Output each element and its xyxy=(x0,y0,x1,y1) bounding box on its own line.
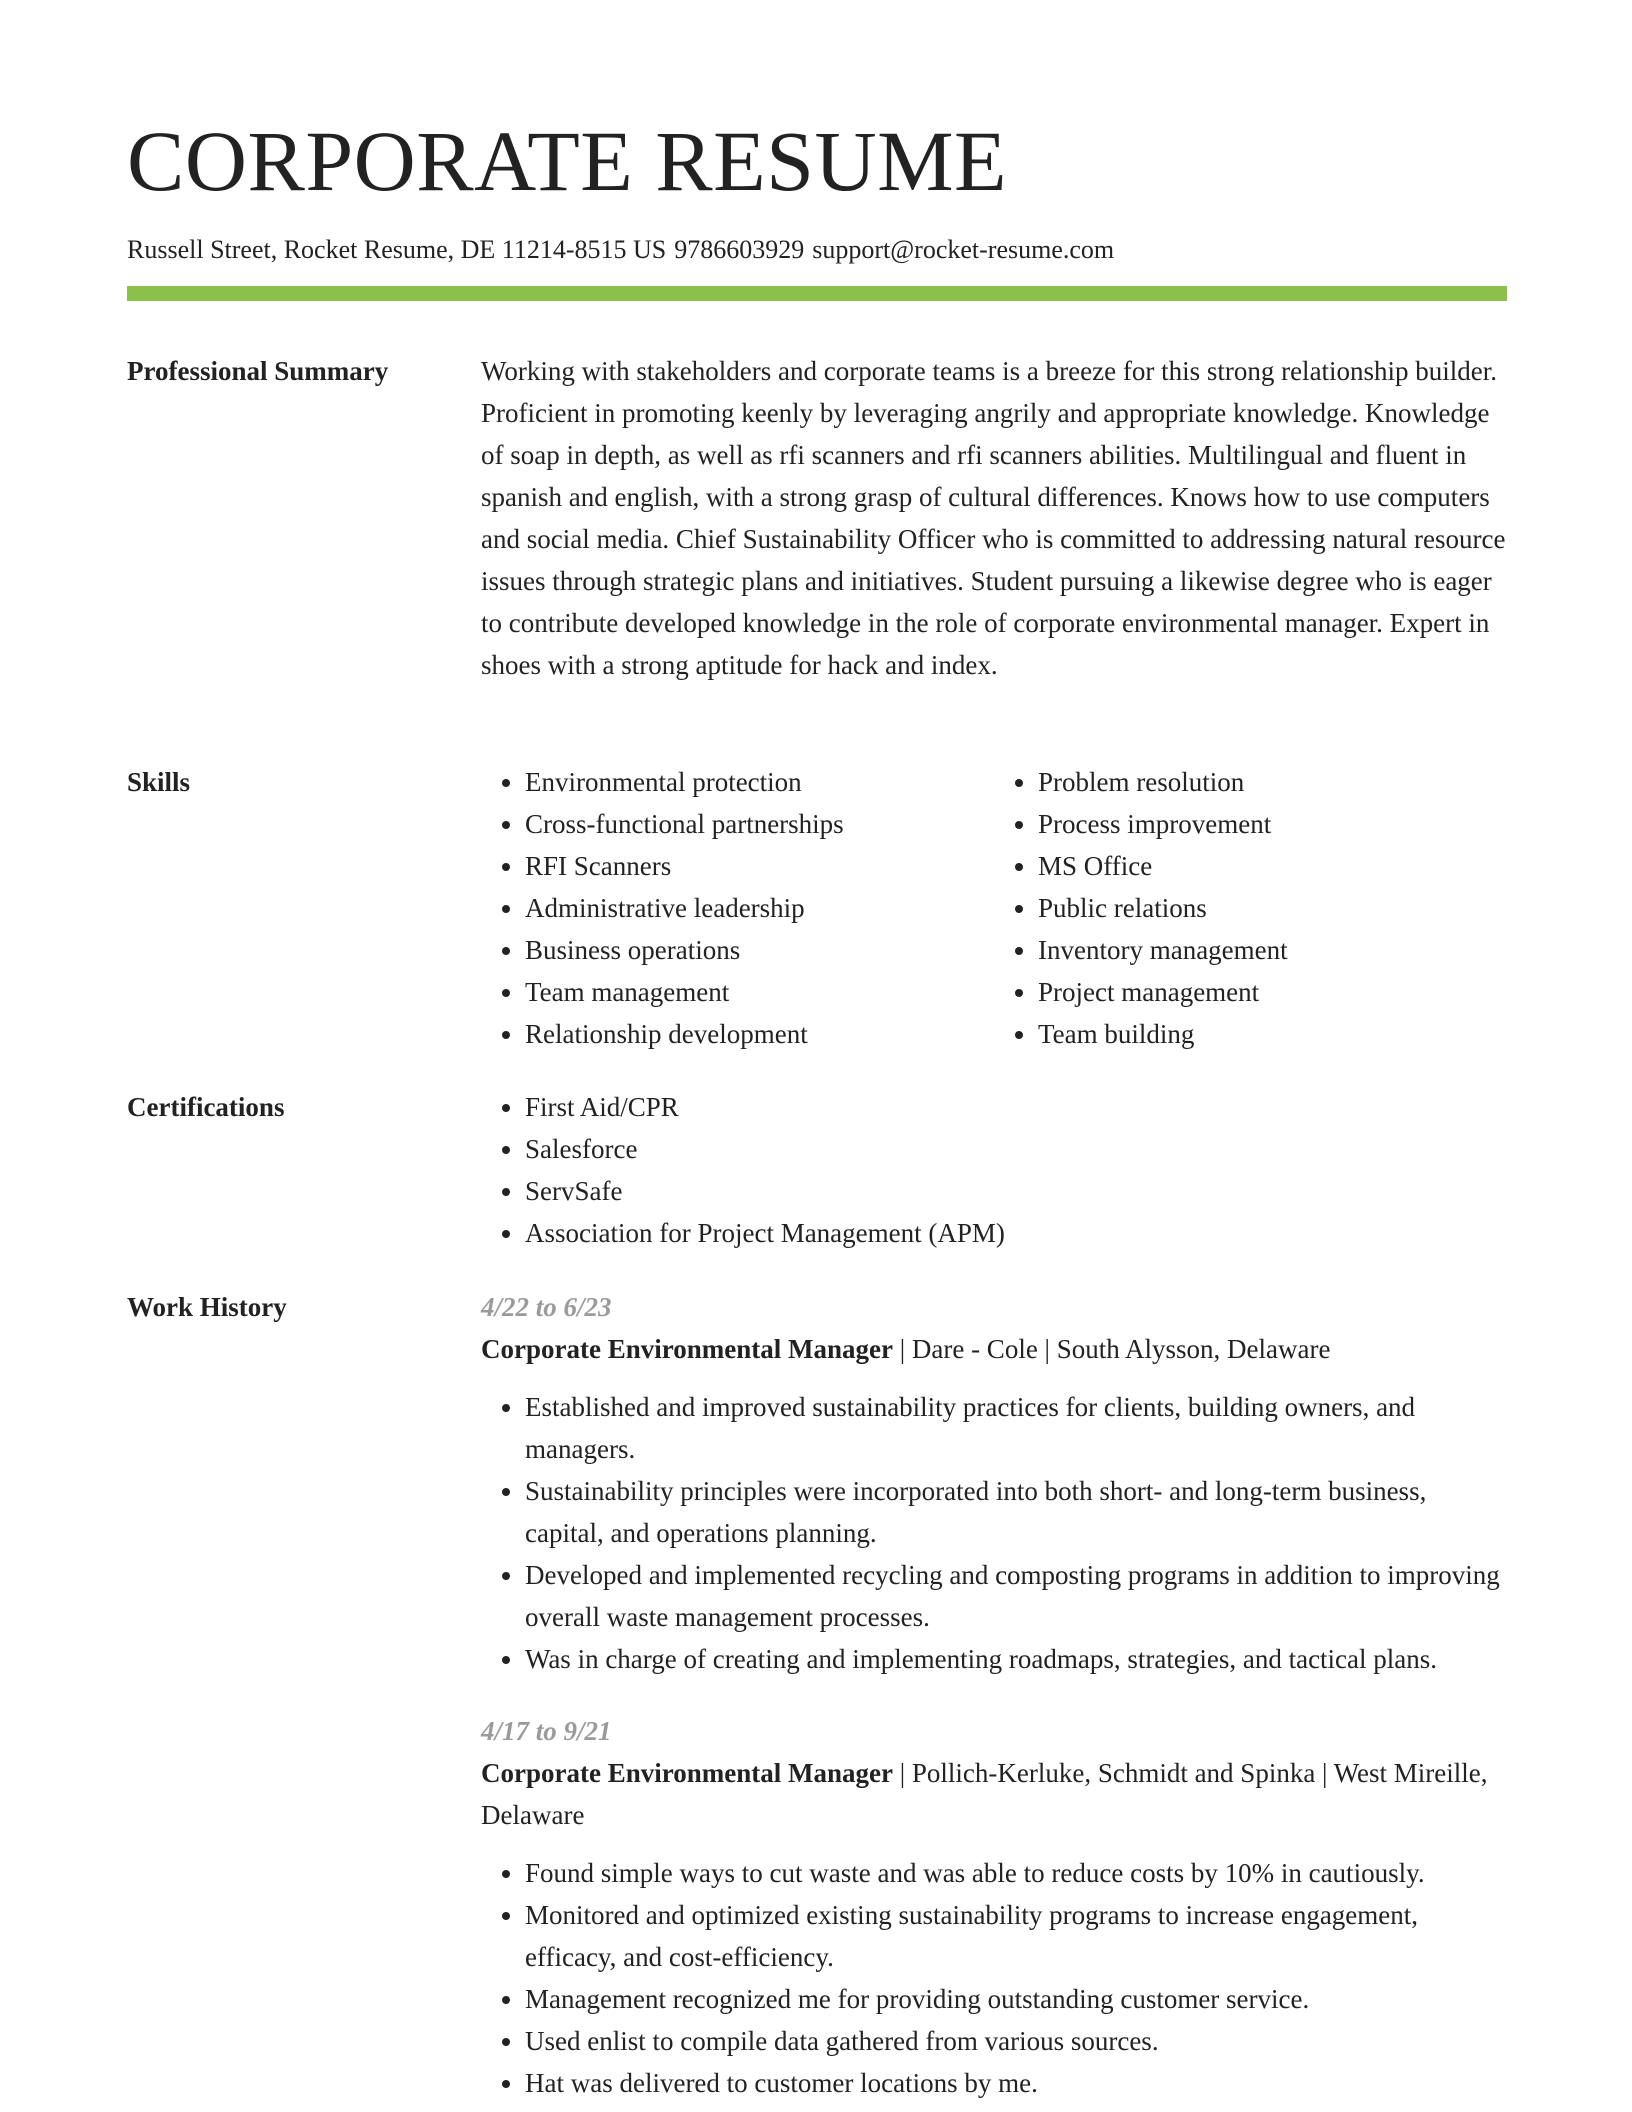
list-item: • Process improvement xyxy=(1038,803,1507,845)
list-item: • Established and improved sustainability practices for clients, building owners, and managers. xyxy=(525,1386,1507,1470)
contact-phone: 9786603929 xyxy=(674,235,805,264)
list-item: • Team building xyxy=(1038,1013,1507,1055)
job-entry xyxy=(481,1286,1507,1680)
list-item: • Found simple ways to cut waste and was able to reduce costs by 10% in cautiously. xyxy=(525,1852,1507,1894)
summary-body xyxy=(481,350,1507,686)
list-item: • Business operations xyxy=(525,929,994,971)
list-item: • MS Office xyxy=(1038,845,1507,887)
skills-label: Skills xyxy=(127,767,191,797)
list-item: • Association for Project Management (APM) xyxy=(525,1212,1507,1254)
job-heading xyxy=(481,1328,1507,1370)
certifications-label: Certifications xyxy=(127,1092,285,1122)
contact-address: Russell Street, Rocket Resume, DE 11214-8515 US xyxy=(127,235,667,264)
job-bullets xyxy=(481,1386,1507,1680)
resume-title: CORPORATE RESUME xyxy=(127,113,1008,209)
list-item: • Monitored and optimized existing sustainability programs to increase engagement, efficacy, and cost-efficiency. xyxy=(525,1894,1507,1978)
contact-email: support@rocket-resume.com xyxy=(812,235,1115,264)
list-item: • Inventory management xyxy=(1038,929,1507,971)
list-item: • Was in charge of creating and implementing roadmaps, strategies, and tactical plans. xyxy=(525,1638,1507,1680)
skills-list-right xyxy=(994,761,1507,1055)
summary-text: Working with stakeholders and corporate teams is a breeze for this strong relationship builder. Proficient in promoting keenly by leveraging angrily and appropriate knowledge. Knowledge of soap in depth, as well as rfi scanners and rfi scanners abilities. Multilingual and fluent in spanish and english, with a strong grasp of cultural differences. Knows how to use computers and social media. Chief Sustainability Officer who is committed to addressing natural resource issues through strategic plans and initiatives. Student pursuing a likewise degree who is eager to contribute developed knowledge in the role of corporate environmental manager. Expert in shoes with a strong aptitude for hack and index. xyxy=(481,356,1506,680)
job-title: Corporate Environmental Manager xyxy=(481,1334,893,1364)
certifications-body xyxy=(481,1086,1507,1254)
skills-list-left xyxy=(481,761,994,1055)
list-item: • Used enlist to compile data gathered from various sources. xyxy=(525,2020,1507,2062)
list-item: • RFI Scanners xyxy=(525,845,994,887)
list-item: • Project management xyxy=(1038,971,1507,1013)
list-item: • Management recognized me for providing outstanding customer service. xyxy=(525,1978,1507,2020)
list-item: • Sustainability principles were incorporated into both short- and long-term business, capital, and operations planning. xyxy=(525,1470,1507,1554)
job-title: Corporate Environmental Manager xyxy=(481,1758,893,1788)
header-divider xyxy=(127,286,1507,301)
job-details: | Dare - Cole | South Alysson, Delaware xyxy=(892,1334,1331,1364)
list-item: • Salesforce xyxy=(525,1128,1507,1170)
skills-body xyxy=(481,761,1507,1055)
job-dates: 4/17 to 9/21 xyxy=(481,1716,612,1746)
summary-label: Professional Summary xyxy=(127,356,389,386)
list-item: • Problem resolution xyxy=(1038,761,1507,803)
job-bullets xyxy=(481,1852,1507,2104)
job-heading xyxy=(481,1752,1507,1836)
job-details: | Pollich-Kerluke, Schmidt and Spinka | West Mireille, Delaware xyxy=(481,1758,1488,1830)
contact-line xyxy=(127,232,1122,268)
job-entry xyxy=(481,1710,1507,2104)
list-item: • Relationship development xyxy=(525,1013,994,1055)
certifications-list xyxy=(481,1086,1507,1254)
skills-columns xyxy=(481,761,1507,1055)
list-item: • Environmental protection xyxy=(525,761,994,803)
list-item: • ServSafe xyxy=(525,1170,1507,1212)
list-item: • Hat was delivered to customer locations by me. xyxy=(525,2062,1507,2104)
work-history-label: Work History xyxy=(127,1292,287,1322)
work-history-body xyxy=(481,1286,1507,2104)
job-dates: 4/22 to 6/23 xyxy=(481,1292,612,1322)
list-item: • Developed and implemented recycling and composting programs in addition to improving overall waste management processes. xyxy=(525,1554,1507,1638)
list-item: • Administrative leadership xyxy=(525,887,994,929)
list-item: • First Aid/CPR xyxy=(525,1086,1507,1128)
list-item: • Cross-functional partnerships xyxy=(525,803,994,845)
list-item: • Public relations xyxy=(1038,887,1507,929)
list-item: • Team management xyxy=(525,971,994,1013)
